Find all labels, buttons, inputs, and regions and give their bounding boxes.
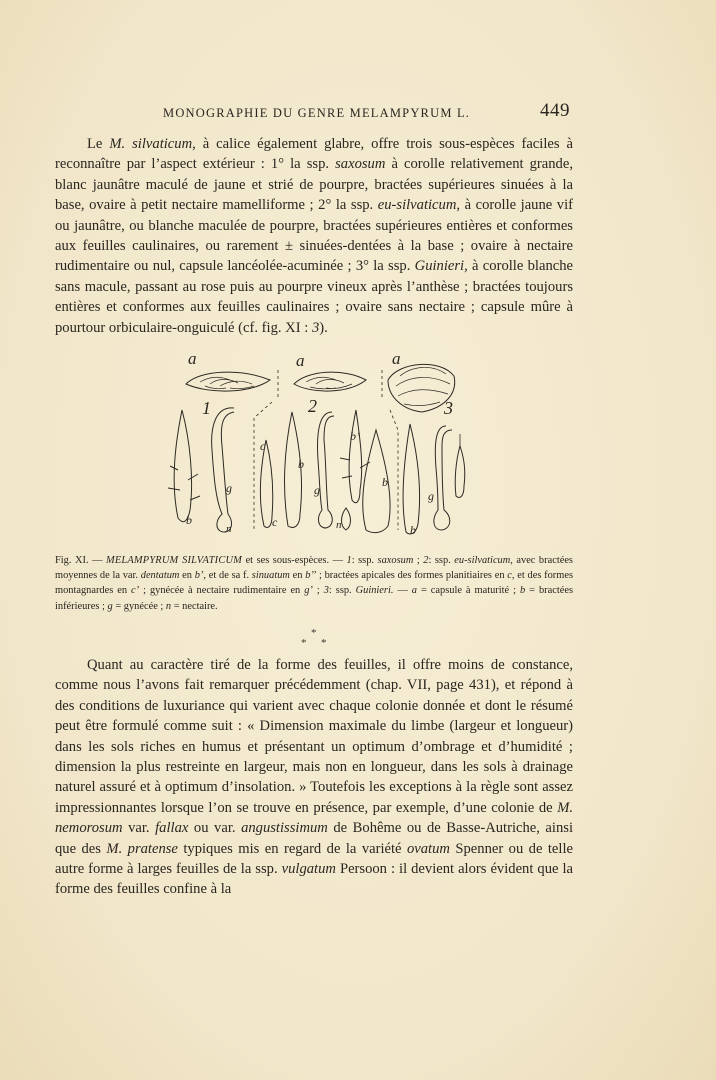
paragraph-leaf-form: [55, 655, 573, 900]
text-run: var.: [122, 820, 156, 837]
figure-label: g: [428, 489, 434, 503]
figure-label: c: [260, 439, 266, 453]
seed-pattern: [396, 367, 450, 405]
figure-label: n: [226, 523, 232, 535]
bract-drawing: [342, 508, 351, 530]
figure-label: 1: [202, 398, 211, 418]
gynoecium-drawing: [212, 408, 234, 532]
figure-label: 2: [308, 396, 317, 416]
caption-ref: 3: [323, 585, 329, 597]
bract-drawing: [174, 410, 191, 522]
gynoecium-drawing: [434, 426, 452, 530]
bract-drawing: [403, 424, 420, 534]
taxon-name: M. pratense: [106, 840, 178, 857]
capsule-drawing: [186, 372, 270, 391]
caption-ref: b’’: [305, 570, 317, 582]
taxon-name: eu-silvaticum,: [377, 197, 461, 214]
bract-drawing: [349, 410, 362, 503]
asterism-star: *: [311, 627, 317, 639]
caption-text: ;: [312, 585, 324, 597]
paragraph-subspecies: [55, 134, 573, 338]
asterism-star: *: [321, 637, 327, 649]
caption-text: Fig. XI. —: [55, 555, 106, 566]
caption-ref: a: [411, 585, 417, 597]
caption-text: —: [393, 585, 412, 597]
caption-taxon: MELAMPYRUM SILVATICUM: [105, 555, 243, 566]
asterism-divider: [295, 627, 335, 651]
caption-text: ; gynécée à nectaire rudimentaire en: [139, 585, 305, 597]
caption-text: , et de sa f.: [203, 570, 252, 582]
bract-drawing: [260, 440, 272, 528]
caption-text: : ssp.: [428, 555, 455, 566]
text-run: à corolle jaune vif ou jaunâtre, ou blanche maculée de pourpre, bractées supérieures entières et conformes aux feuilles caulinaires, ou rarement ± sinuées-dentées à la base ; ovaire à nectaire rudimentaire ou nul, capsule lancéolée-acuminée ; 3° la ssp.: [55, 197, 574, 275]
caption-ref: g: [107, 600, 113, 612]
taxon-name: vulgatum: [281, 861, 336, 878]
figure-label: b: [382, 475, 388, 489]
caption-ref: 1: [346, 555, 352, 566]
caption-text: = gynécée ;: [112, 600, 166, 612]
figure-label: b: [298, 457, 304, 471]
caption-taxon: saxosum: [377, 555, 414, 566]
figure-label: g: [314, 483, 320, 497]
figure-label: b: [186, 513, 192, 527]
botanical-drawing: [160, 350, 470, 542]
figure-ref: 3: [311, 319, 320, 336]
caption-text: = capsule à maturité ;: [417, 585, 520, 597]
taxon-name: ovatum: [406, 840, 450, 857]
figure-label: g: [226, 481, 232, 495]
taxon-name: angustissimum: [241, 820, 328, 837]
figure-label: b: [410, 523, 416, 537]
figure-label: a: [188, 350, 197, 368]
text-run: Quant au caractère tiré de la forme des feuilles, il offre moins de constance, comme nous l’avons fait remarquer précédemment (chap. VII, page 431), et répond à des conditions de luxuriance qui varient avec chaque colonie donnée et dont le résumé peut être formulé comme suit : « Dimension maximale du limbe (largeur et longueur) dans les sols riches en humus et présentant un optimum d’ombrage et d’humidité ; dimension la plus restreinte en largeur, mais non en longueur, dans les sols à drainage naturel assuré et à optimum d’insolation. » Toutefois les exceptions à la règle sont assez impressionnantes lorsque l’on se trouve en présence, par exemple, d’une colonie de: [55, 657, 573, 816]
caption-taxon: sinuatum: [251, 570, 290, 582]
taxon-name: M. nemorosum: [55, 799, 573, 837]
figure-label: n: [336, 519, 342, 531]
figure-label: b’: [350, 429, 360, 443]
caption-text: = bractées inférieures ;: [55, 585, 574, 612]
text-run: Persoon : il devient alors évident que la forme des feuilles confine à la: [55, 861, 573, 898]
figure-label: c: [272, 515, 278, 529]
taxon-name: M. silvaticum: [109, 136, 193, 152]
caption-text: , et des formes montagnardes en: [55, 570, 573, 597]
caption-ref: c: [507, 570, 512, 582]
text-run: Spenner ou de telle autre forme à larges feuilles de la ssp.: [55, 840, 574, 878]
asterism-star: *: [301, 637, 307, 649]
seed-pattern: [306, 377, 352, 389]
caption-text: : ssp.: [351, 555, 378, 566]
figure-label: 3: [444, 398, 453, 418]
figure-label: a: [392, 350, 401, 368]
gynoecium-drawing: [318, 412, 334, 528]
caption-text: en: [179, 570, 195, 582]
caption-ref: c’: [131, 585, 140, 597]
figure-label: a: [296, 351, 305, 370]
page-header: [0, 100, 716, 124]
caption-ref: n: [165, 600, 172, 612]
caption-ref: 2: [423, 555, 429, 566]
page-number: 449: [540, 100, 570, 121]
dashed-separator: [254, 370, 278, 530]
caption-text: ;: [413, 555, 424, 566]
caption-text: ; bractées apicales des formes planitiaires en: [316, 570, 508, 582]
taxon-name: fallax: [155, 820, 189, 837]
caption-ref: g’: [304, 585, 313, 597]
text-run: à corolle relativement grande, blanc jaunâtre maculé de jaune et strié de pourpre, bractées supérieures sinuées à la base, ovaire à petit nectaire mamelliforme ; 2° la ssp.: [55, 156, 573, 214]
nectary-drawing: [455, 446, 465, 498]
caption-text: = nectaire.: [171, 600, 218, 612]
bract-drawing: [168, 466, 200, 500]
seed-pattern: [200, 377, 254, 388]
caption-taxon: eu-silvaticum,: [454, 555, 513, 566]
text-run: ou var.: [188, 820, 242, 837]
caption-taxon: Guinieri.: [355, 585, 394, 597]
text-run: Le: [87, 136, 110, 152]
caption-ref: b: [519, 585, 526, 597]
text-run: ).: [319, 319, 328, 336]
caption-text: en: [289, 570, 306, 582]
caption-text: avec bractées moyennes de la var.: [55, 555, 573, 582]
caption-ref: b’: [194, 570, 204, 582]
running-title: MONOGRAPHIE DU GENRE MELAMPYRUM L.: [163, 106, 471, 120]
text-run: , à calice également glabre, offre trois sous-espèces faciles à reconnaître par l’aspect extérieur : 1° la ssp.: [55, 136, 573, 173]
figure-caption: [55, 553, 573, 614]
figure-xi-illustration: [160, 350, 470, 542]
caption-text: : ssp.: [328, 585, 356, 597]
taxon-name: saxosum: [335, 156, 386, 173]
caption-taxon: dentatum: [140, 570, 180, 582]
text-run: à corolle blanche sans macule, passant au rose puis au pourpre vineux après l’anthèse ; bractées toujours entières et conformes aux feuilles caulinaires ; ovaire sans nectaire ; capsule mûre à pourtour orbiculaire-onguiculé (cf. fig. XI :: [55, 258, 573, 336]
taxon-name: Guinieri,: [414, 258, 468, 275]
text-run: de Bohême ou de Basse-Autriche, ainsi que des: [55, 820, 573, 857]
caption-text: et ses sous-espèces. —: [242, 555, 347, 566]
text-run: typiques mis en regard de la variété: [177, 840, 407, 857]
